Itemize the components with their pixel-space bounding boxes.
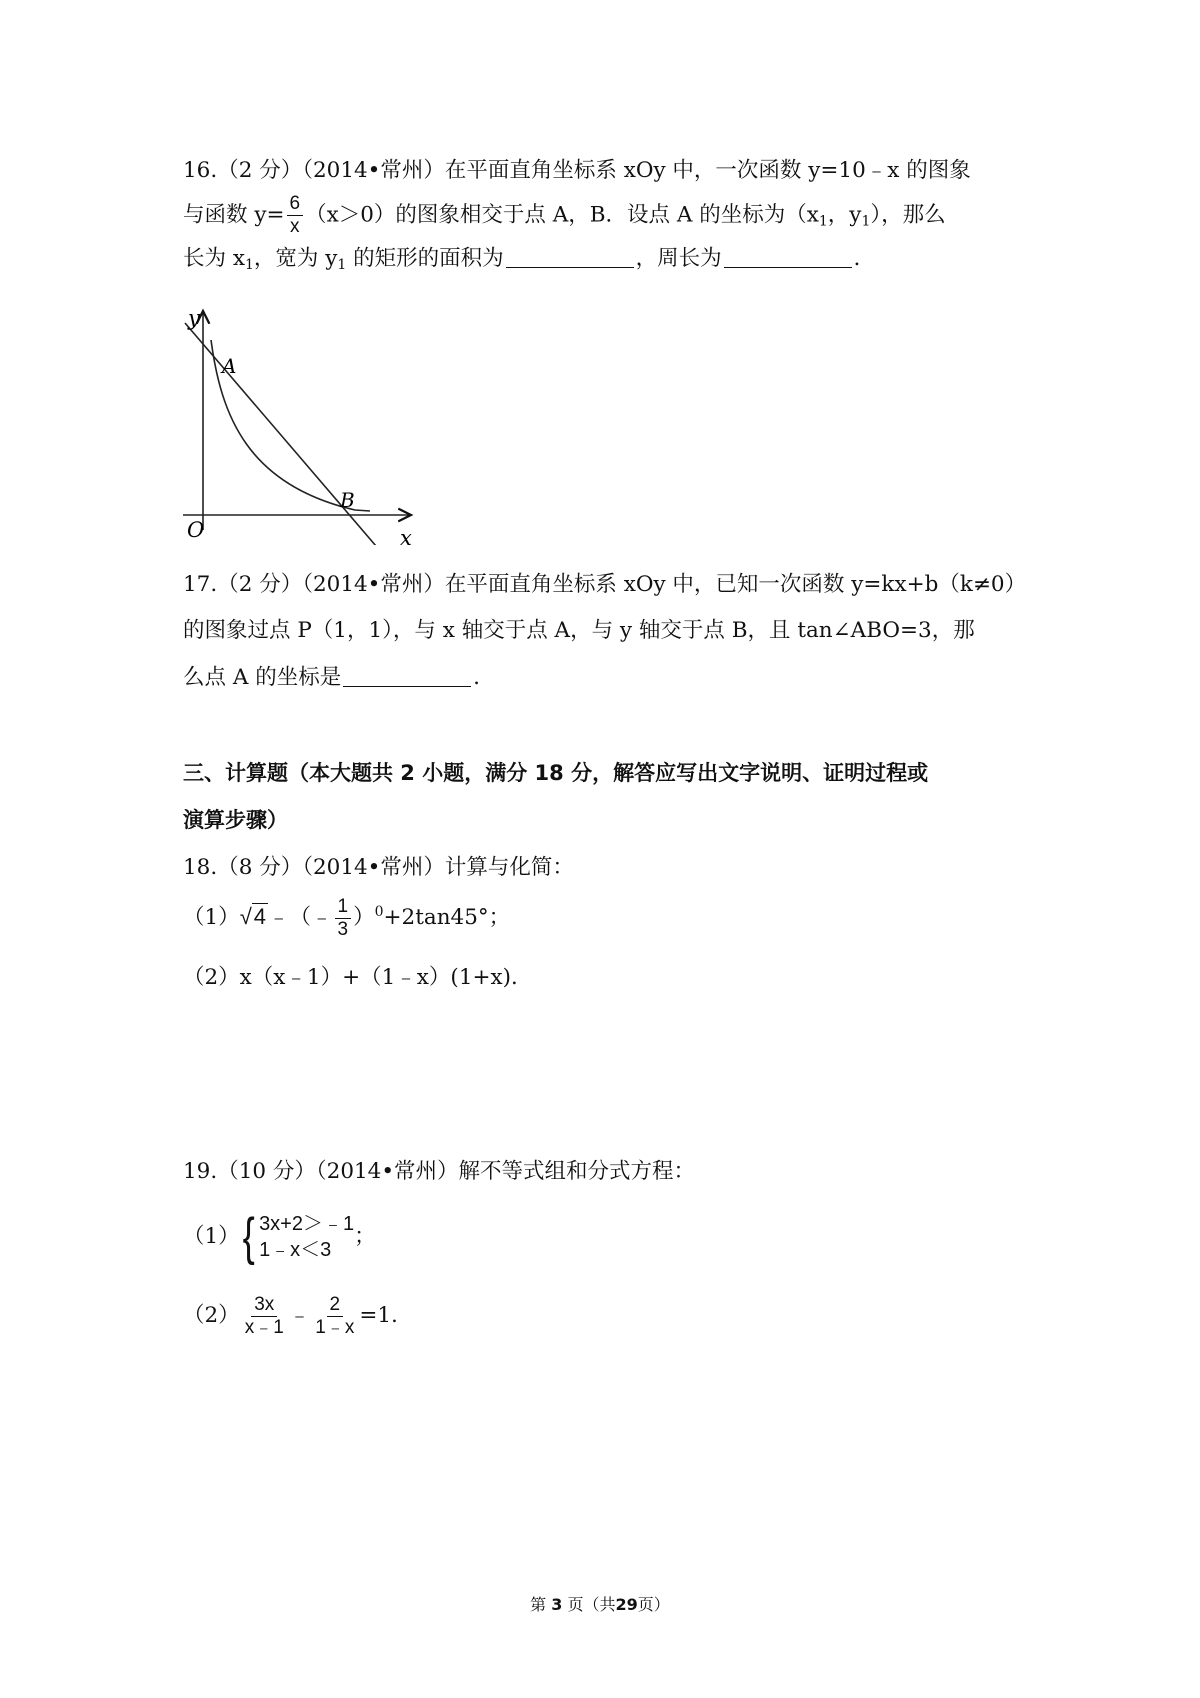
q19-fraction-2 [312, 1294, 357, 1339]
q16-line-3 [183, 244, 875, 274]
q16-line-1 [183, 156, 971, 186]
subscript: 1 [337, 257, 347, 273]
q19-title [183, 1157, 695, 1187]
page-footer [0, 1592, 1200, 1615]
subscript: 1 [861, 213, 871, 230]
fraction-denominator: x [290, 216, 300, 237]
part-label: （2） [183, 1303, 240, 1328]
q18-part-1 [183, 895, 510, 941]
inequality-1: 3x+2＞﹣1 [259, 1213, 355, 1235]
q17-text-3b: ． [473, 665, 495, 690]
brace-icon: { [242, 1208, 255, 1266]
fraction-denominator: x﹣1 [244, 1316, 284, 1338]
q18-part-2 [183, 963, 533, 993]
section-heading-2 [183, 805, 288, 835]
function-graph [175, 305, 415, 545]
fraction-numerator: 3x [251, 1294, 277, 1317]
q18-text-mid: ﹣（﹣ [268, 905, 333, 930]
fraction-numerator: 6 [287, 193, 304, 216]
answer-blank-point-a[interactable] [343, 664, 471, 687]
q16-fraction [287, 193, 304, 238]
q16-text-1: 16.（2 分）（2014•常州）在平面直角坐标系 xOy 中，一次函数 y=10﹣x 的图象 [183, 158, 971, 183]
answer-blank-area[interactable] [506, 245, 634, 268]
q16-text-3d: ，周长为 [635, 246, 722, 271]
q17-text-3a: 么点 A 的坐标是 [183, 665, 342, 690]
footer-text-a: 第 [530, 1595, 547, 1614]
sqrt-icon: √ [239, 904, 252, 929]
q16-text-2c: ，y [827, 202, 862, 228]
fraction-denominator: 3 [337, 918, 349, 940]
footer-text-c: 页） [637, 1595, 670, 1614]
minus-sign: ﹣ [288, 1303, 311, 1328]
q17-line-2 [183, 616, 975, 646]
fraction-numerator: 1 [335, 896, 352, 919]
exponent: 0 [374, 904, 384, 920]
q19-p1-end: ； [354, 1224, 376, 1249]
page-total: 29 [615, 1595, 638, 1614]
q16-text-2a: 与函数 y= [183, 202, 285, 228]
part-label: （1） [183, 1224, 240, 1249]
label-b: B [340, 488, 355, 512]
q17-line-1 [183, 570, 1026, 600]
q18-paren: ） [353, 905, 375, 930]
q18-title [183, 853, 574, 883]
q18-part-2-text: （2）x（x﹣1）+（1﹣x）(1+x)． [183, 965, 533, 990]
q16-text-3c: 的矩形的面积为 [346, 246, 504, 271]
q16-text-2d: ），那么 [870, 202, 946, 228]
section-heading-text-2: 演算步骤） [183, 808, 288, 832]
q19-title-text: 19.（10 分）（2014•常州）解不等式组和分式方程： [183, 1159, 696, 1184]
part-label: （1） [183, 905, 240, 930]
footer-text-b: 页（共 [567, 1595, 616, 1614]
section-heading-text-1: 三、计算题（本大题共 2 小题，满分 18 分，解答应写出文字说明、证明过程或 [183, 761, 929, 785]
page-number: 3 [551, 1595, 563, 1614]
label-y: y [188, 306, 200, 330]
fraction-numerator: 2 [327, 1294, 344, 1317]
label-x: x [400, 526, 412, 545]
label-a: A [222, 354, 237, 378]
q18-fraction [335, 896, 352, 941]
inequality-system [240, 1208, 355, 1266]
q16-line-2 [183, 193, 946, 238]
radicand: 4 [253, 904, 267, 929]
q17-text-1: 17.（2 分）（2014•常州）在平面直角坐标系 xOy 中，已知一次函数 y=kx+b（k≠0） [183, 572, 1027, 597]
label-o: O [187, 518, 205, 542]
q19-fraction-1 [242, 1294, 287, 1339]
q16-text-3b: ，宽为 y [253, 246, 338, 271]
q17-text-2: 的图象过点 P（1，1），与 x 轴交于点 A，与 y 轴交于点 B，且 tan∠ABO=3，那 [183, 618, 975, 643]
sqrt-expression [240, 903, 268, 929]
q16-text-3a: 长为 x [183, 246, 245, 271]
q18-title-text: 18.（8 分）（2014•常州）计算与化简： [183, 855, 574, 880]
answer-blank-perimeter[interactable] [724, 245, 852, 268]
subscript: 1 [244, 257, 254, 273]
fraction-denominator: 1﹣x [315, 1316, 355, 1338]
q18-text-end: +2tan45°； [383, 905, 511, 930]
q16-text-2b: （x＞0）的图象相交于点 A，B．设点 A 的坐标为（x [305, 202, 819, 228]
subscript: 1 [818, 213, 828, 230]
q19-part-1 [183, 1208, 376, 1266]
q16-text-3e: ． [853, 246, 876, 271]
q19-part-2 [183, 1290, 398, 1342]
q19-p2-end: =1. [359, 1303, 398, 1328]
inequality-2: 1﹣x＜3 [259, 1239, 332, 1261]
section-heading-1 [183, 758, 928, 788]
q17-line-3 [183, 663, 495, 693]
